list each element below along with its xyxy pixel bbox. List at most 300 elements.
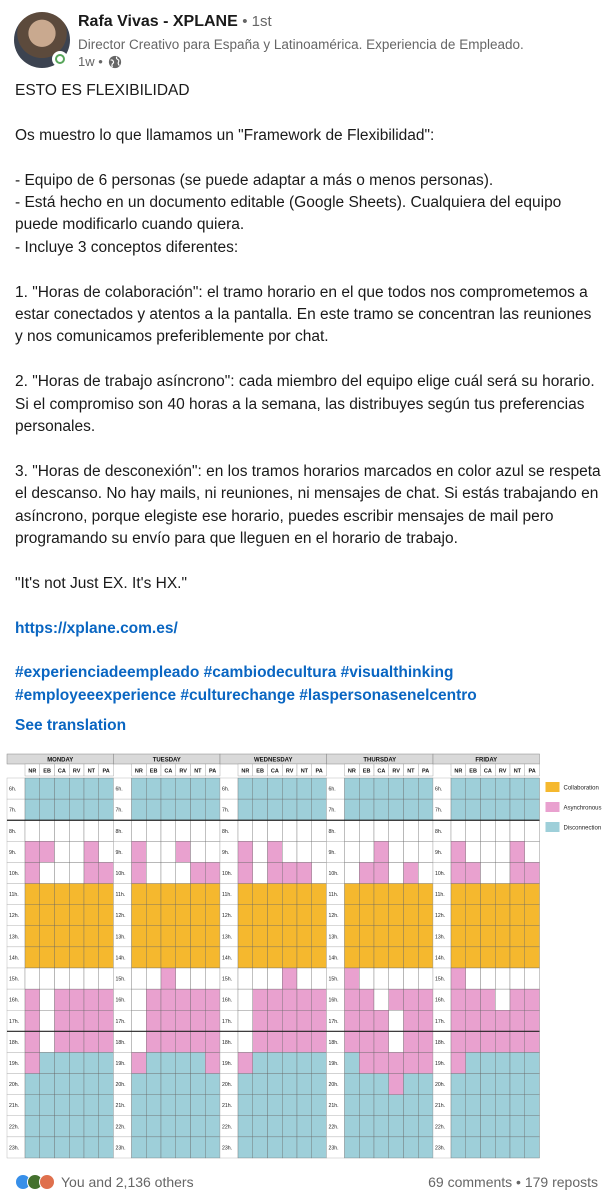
schedule-cell bbox=[146, 1116, 161, 1137]
schedule-cell bbox=[345, 1095, 360, 1116]
hour-label: 22h. bbox=[435, 1124, 446, 1131]
schedule-cell bbox=[205, 968, 220, 989]
schedule-cell bbox=[99, 905, 114, 926]
schedule-cell bbox=[69, 778, 84, 799]
schedule-cell bbox=[25, 1052, 40, 1073]
member-header-label: NT bbox=[194, 768, 202, 775]
schedule-cell bbox=[404, 820, 419, 841]
schedule-cell bbox=[268, 1095, 283, 1116]
schedule-cell bbox=[132, 799, 147, 820]
member-header-label: PA bbox=[209, 768, 217, 775]
schedule-cell bbox=[359, 1031, 374, 1052]
schedule-cell bbox=[268, 820, 283, 841]
schedule-cell bbox=[418, 947, 433, 968]
schedule-cell bbox=[238, 884, 253, 905]
schedule-cell bbox=[312, 1031, 327, 1052]
schedule-cell bbox=[69, 820, 84, 841]
schedule-cell bbox=[282, 1010, 297, 1031]
schedule-cell bbox=[132, 1052, 147, 1073]
schedule-cell bbox=[359, 1010, 374, 1031]
schedule-cell bbox=[451, 841, 466, 862]
schedule-cell bbox=[132, 905, 147, 926]
schedule-cell bbox=[84, 926, 99, 947]
schedule-cell bbox=[359, 862, 374, 883]
schedule-cell bbox=[205, 841, 220, 862]
schedule-cell bbox=[55, 926, 70, 947]
schedule-cell bbox=[481, 968, 496, 989]
schedule-cell bbox=[525, 778, 540, 799]
schedule-cell bbox=[176, 1031, 191, 1052]
schedule-cell bbox=[205, 799, 220, 820]
schedule-cell bbox=[481, 1074, 496, 1095]
schedule-cell bbox=[359, 778, 374, 799]
author-name[interactable]: Rafa Vivas - XPLANE bbox=[78, 13, 238, 30]
schedule-cell bbox=[176, 968, 191, 989]
schedule-cell bbox=[69, 862, 84, 883]
hour-label: 9h. bbox=[9, 849, 17, 856]
schedule-cell bbox=[481, 799, 496, 820]
member-header-label: CA bbox=[164, 768, 173, 775]
schedule-cell bbox=[205, 1010, 220, 1031]
comments-reposts-count[interactable]: 69 comments • 179 reposts bbox=[428, 1174, 598, 1190]
schedule-cell bbox=[132, 841, 147, 862]
love-icon bbox=[39, 1174, 55, 1190]
schedule-cell bbox=[451, 1095, 466, 1116]
schedule-cell bbox=[176, 947, 191, 968]
schedule-cell bbox=[146, 1074, 161, 1095]
member-header-label: NT bbox=[300, 768, 309, 775]
schedule-cell bbox=[374, 841, 389, 862]
schedule-cell bbox=[282, 1137, 297, 1158]
hour-label: 19h. bbox=[328, 1061, 339, 1067]
schedule-cell bbox=[238, 989, 253, 1010]
schedule-cell bbox=[69, 1074, 84, 1095]
schedule-cell bbox=[481, 1116, 496, 1137]
post-body bbox=[15, 80, 603, 730]
schedule-cell bbox=[510, 841, 525, 862]
schedule-cell bbox=[146, 1010, 161, 1031]
schedule-cell bbox=[69, 1052, 84, 1073]
schedule-cell bbox=[99, 1116, 114, 1137]
hour-label: 17h. bbox=[115, 1018, 126, 1025]
author-headline: Director Creativo para España y Latinoamérica. Experiencia de Empleado. bbox=[78, 37, 524, 52]
post-paragraph: 3. "Horas de desconexión": en los tramos horarios marcados en color azul se respeta el descanso. No hay mails, ni reuniones, ni mensajes de chat. Si estás trabajando en asíncrono, porque elegiste ese horario, puedes escribir mensajes de mail pero programando su envío para que lleguen en el horario de trabajo. bbox=[15, 462, 605, 548]
schedule-cell bbox=[40, 989, 55, 1010]
schedule-cell bbox=[345, 905, 360, 926]
schedule-cell bbox=[146, 1031, 161, 1052]
schedule-cell bbox=[253, 820, 268, 841]
schedule-cell bbox=[389, 1031, 404, 1052]
member-header-label: RV bbox=[285, 768, 294, 775]
hour-label: 17h. bbox=[328, 1018, 339, 1025]
schedule-cell bbox=[253, 1074, 268, 1095]
schedule-cell bbox=[345, 989, 360, 1010]
member-header-label: NR bbox=[454, 768, 463, 775]
schedule-cell bbox=[282, 862, 297, 883]
legend-swatch bbox=[546, 802, 560, 812]
schedule-cell bbox=[69, 968, 84, 989]
schedule-cell bbox=[404, 1074, 419, 1095]
hour-label: 23h. bbox=[222, 1145, 233, 1152]
schedule-cell bbox=[451, 1052, 466, 1073]
schedule-cell bbox=[191, 989, 206, 1010]
member-header-label: PA bbox=[102, 768, 110, 775]
schedule-cell bbox=[345, 1052, 360, 1073]
schedule-cell bbox=[282, 989, 297, 1010]
schedule-cell bbox=[359, 905, 374, 926]
schedule-cell bbox=[495, 1095, 510, 1116]
schedule-cell bbox=[359, 1074, 374, 1095]
schedule-cell bbox=[146, 862, 161, 883]
hour-label: 18h. bbox=[328, 1039, 339, 1046]
schedule-cell bbox=[191, 884, 206, 905]
schedule-cell bbox=[253, 1031, 268, 1052]
hour-label: 15h. bbox=[9, 976, 20, 983]
hour-label: 7h. bbox=[115, 807, 123, 814]
schedule-cell bbox=[374, 799, 389, 820]
schedule-cell bbox=[161, 1116, 176, 1137]
schedule-cell bbox=[525, 1031, 540, 1052]
schedule-cell bbox=[238, 778, 253, 799]
hour-label: 20h. bbox=[435, 1082, 446, 1089]
schedule-cell bbox=[359, 1137, 374, 1158]
hour-label: 16h. bbox=[9, 997, 20, 1004]
schedule-cell bbox=[268, 947, 283, 968]
hour-label: 11h. bbox=[9, 892, 19, 899]
schedule-cell bbox=[418, 1074, 433, 1095]
reactions-summary[interactable] bbox=[15, 1174, 194, 1190]
schedule-cell bbox=[161, 778, 176, 799]
hour-label: 10h. bbox=[9, 871, 20, 877]
hour-label: 14h. bbox=[222, 955, 233, 962]
schedule-cell bbox=[253, 926, 268, 947]
schedule-cell bbox=[176, 1010, 191, 1031]
schedule-cell bbox=[374, 1052, 389, 1073]
schedule-cell bbox=[55, 905, 70, 926]
schedule-cell bbox=[25, 1095, 40, 1116]
schedule-cell bbox=[132, 926, 147, 947]
schedule-cell bbox=[25, 1010, 40, 1031]
schedule-cell bbox=[161, 862, 176, 883]
schedule-cell bbox=[466, 862, 481, 883]
hour-label: 10h. bbox=[328, 871, 339, 877]
schedule-cell bbox=[282, 926, 297, 947]
hour-label: 22h. bbox=[222, 1124, 233, 1131]
post-paragraph: 2. "Horas de trabajo asíncrono": cada miembro del equipo elige cuál será su horario. Si el compromiso son 40 horas a la semana, las distribuyes según tus preferencias personales. bbox=[15, 373, 599, 436]
schedule-cell bbox=[466, 968, 481, 989]
schedule-cell bbox=[374, 1116, 389, 1137]
schedule-cell bbox=[146, 1052, 161, 1073]
schedule-cell bbox=[481, 884, 496, 905]
schedule-cell bbox=[389, 1116, 404, 1137]
hour-label: 21h. bbox=[222, 1103, 233, 1110]
hour-label: 14h. bbox=[9, 955, 20, 962]
schedule-cell bbox=[40, 1031, 55, 1052]
schedule-cell bbox=[99, 1137, 114, 1158]
schedule-cell bbox=[481, 1052, 496, 1073]
schedule-cell bbox=[282, 884, 297, 905]
schedule-cell bbox=[374, 968, 389, 989]
schedule-cell bbox=[466, 926, 481, 947]
connection-degree: • 1st bbox=[242, 13, 272, 30]
schedule-cell bbox=[40, 841, 55, 862]
schedule-cell bbox=[282, 1031, 297, 1052]
schedule-cell bbox=[510, 1031, 525, 1052]
schedule-cell bbox=[84, 884, 99, 905]
member-header-label: NR bbox=[134, 768, 143, 775]
schedule-cell bbox=[253, 778, 268, 799]
post-footer bbox=[0, 1166, 613, 1200]
schedule-cell bbox=[191, 820, 206, 841]
schedule-cell bbox=[389, 799, 404, 820]
hour-label: 14h. bbox=[328, 955, 339, 962]
post-hashtags[interactable]: #experienciadeempleado #cambiodecultura #visualthinking #employeeexperience #culturechange #laspersonasenelcentro bbox=[15, 664, 477, 704]
schedule-cell bbox=[312, 1010, 327, 1031]
schedule-cell bbox=[495, 989, 510, 1010]
hour-label: 22h. bbox=[328, 1124, 339, 1131]
schedule-cell bbox=[40, 862, 55, 883]
schedule-cell bbox=[345, 1031, 360, 1052]
schedule-cell bbox=[191, 926, 206, 947]
hour-label: 17h. bbox=[435, 1018, 446, 1025]
member-header-label: NR bbox=[241, 768, 250, 775]
schedule-cell bbox=[69, 1095, 84, 1116]
schedule-cell bbox=[404, 989, 419, 1010]
schedule-cell bbox=[40, 1116, 55, 1137]
schedule-cell bbox=[525, 905, 540, 926]
schedule-cell bbox=[481, 1031, 496, 1052]
schedule-cell bbox=[176, 989, 191, 1010]
schedule-cell bbox=[312, 1095, 327, 1116]
hour-label: 23h. bbox=[115, 1145, 126, 1152]
schedule-cell bbox=[297, 1074, 312, 1095]
schedule-cell bbox=[132, 1031, 147, 1052]
hour-label: 18h. bbox=[9, 1039, 20, 1046]
day-header-label: WEDNESDAY bbox=[254, 757, 293, 764]
schedule-cell bbox=[132, 1137, 147, 1158]
schedule-cell bbox=[238, 1052, 253, 1073]
schedule-cell bbox=[345, 884, 360, 905]
schedule-cell bbox=[253, 1116, 268, 1137]
hour-label: 20h. bbox=[9, 1082, 20, 1089]
schedule-cell bbox=[191, 841, 206, 862]
post-link[interactable]: https://xplane.com.es/ bbox=[15, 619, 178, 637]
schedule-cell bbox=[268, 1074, 283, 1095]
hour-label: 13h. bbox=[328, 934, 339, 941]
schedule-cell bbox=[146, 799, 161, 820]
schedule-cell bbox=[238, 1010, 253, 1031]
schedule-cell bbox=[481, 947, 496, 968]
member-header-label: PA bbox=[528, 768, 536, 775]
schedule-cell bbox=[282, 799, 297, 820]
schedule-cell bbox=[297, 1031, 312, 1052]
schedule-cell bbox=[176, 884, 191, 905]
schedule-cell bbox=[495, 778, 510, 799]
schedule-cell bbox=[132, 947, 147, 968]
schedule-cell bbox=[205, 947, 220, 968]
schedule-cell bbox=[191, 1052, 206, 1073]
schedule-cell bbox=[161, 947, 176, 968]
schedule-cell bbox=[359, 884, 374, 905]
schedule-cell bbox=[268, 1116, 283, 1137]
hour-label: 13h. bbox=[115, 934, 126, 941]
schedule-cell bbox=[297, 1116, 312, 1137]
schedule-cell bbox=[418, 1052, 433, 1073]
schedule-cell bbox=[69, 926, 84, 947]
schedule-cell bbox=[253, 989, 268, 1010]
schedule-cell bbox=[389, 905, 404, 926]
member-header-label: NT bbox=[87, 768, 96, 775]
schedule-cell bbox=[176, 799, 191, 820]
schedule-cell bbox=[466, 947, 481, 968]
schedule-cell bbox=[374, 989, 389, 1010]
schedule-cell bbox=[510, 926, 525, 947]
schedule-cell bbox=[404, 1116, 419, 1137]
schedule-cell bbox=[359, 1052, 374, 1073]
schedule-cell bbox=[40, 884, 55, 905]
hour-label: 18h. bbox=[115, 1039, 126, 1046]
schedule-cell bbox=[404, 947, 419, 968]
schedule-cell bbox=[312, 778, 327, 799]
schedule-cell bbox=[466, 884, 481, 905]
schedule-cell bbox=[205, 1116, 220, 1137]
schedule-cell bbox=[99, 989, 114, 1010]
schedule-cell bbox=[282, 841, 297, 862]
schedule-cell bbox=[40, 968, 55, 989]
schedule-cell bbox=[69, 884, 84, 905]
hour-label: 15h. bbox=[115, 976, 126, 983]
member-header-label: PA bbox=[422, 768, 430, 775]
member-header-label: EB bbox=[149, 768, 158, 775]
schedule-cell bbox=[55, 1052, 70, 1073]
post-paragraph: 1. "Horas de colaboración": el tramo horario en el que todos nos comprometemos a estar conectados y atentos a la pantalla. En este tramo se concentran las reuniones y nos comunicamos preferiblemente por chat. bbox=[15, 283, 596, 346]
schedule-cell bbox=[466, 841, 481, 862]
schedule-cell bbox=[161, 820, 176, 841]
schedule-cell bbox=[297, 989, 312, 1010]
hour-label: 8h. bbox=[9, 828, 17, 835]
hour-label: 8h. bbox=[115, 828, 123, 835]
hour-label: 9h. bbox=[435, 849, 443, 856]
schedule-cell bbox=[191, 1031, 206, 1052]
schedule-cell bbox=[297, 862, 312, 883]
schedule-cell bbox=[25, 841, 40, 862]
schedule-cell bbox=[451, 1074, 466, 1095]
schedule-cell bbox=[495, 1116, 510, 1137]
hour-label: 16h. bbox=[222, 997, 233, 1004]
schedule-cell bbox=[268, 778, 283, 799]
schedule-cell bbox=[359, 820, 374, 841]
author-line bbox=[78, 13, 272, 31]
schedule-cell bbox=[99, 1052, 114, 1073]
schedule-cell bbox=[525, 1137, 540, 1158]
hour-label: 6h. bbox=[9, 786, 17, 793]
schedule-cell bbox=[99, 862, 114, 883]
schedule-cell bbox=[99, 968, 114, 989]
schedule-cell bbox=[176, 820, 191, 841]
hour-label: 11h. bbox=[328, 892, 339, 899]
post-paragraph: "It's not Just EX. It's HX." bbox=[15, 574, 187, 592]
schedule-cell bbox=[55, 778, 70, 799]
schedule-cell bbox=[146, 1137, 161, 1158]
schedule-cell bbox=[510, 989, 525, 1010]
schedule-cell bbox=[25, 989, 40, 1010]
schedule-cell bbox=[510, 884, 525, 905]
schedule-cell bbox=[312, 968, 327, 989]
member-header-label: RV bbox=[179, 768, 187, 775]
hour-label: 12h. bbox=[9, 913, 20, 920]
schedule-cell bbox=[191, 1074, 206, 1095]
schedule-cell bbox=[191, 1095, 206, 1116]
hour-label: 9h. bbox=[222, 849, 230, 856]
schedule-cell bbox=[146, 778, 161, 799]
schedule-cell bbox=[466, 1052, 481, 1073]
hour-label: 12h. bbox=[435, 913, 446, 920]
schedule-cell bbox=[374, 1031, 389, 1052]
schedule-cell bbox=[282, 968, 297, 989]
hour-label: 14h. bbox=[115, 955, 126, 962]
schedule-cell bbox=[345, 841, 360, 862]
schedule-cell bbox=[132, 1010, 147, 1031]
schedule-cell bbox=[510, 1116, 525, 1137]
day-header-label: TUESDAY bbox=[152, 757, 181, 764]
schedule-cell bbox=[146, 926, 161, 947]
schedule-cell bbox=[55, 1074, 70, 1095]
schedule-cell bbox=[374, 1010, 389, 1031]
schedule-cell bbox=[205, 926, 220, 947]
schedule-cell bbox=[481, 926, 496, 947]
day-header-label: FRIDAY bbox=[475, 757, 498, 764]
schedule-cell bbox=[312, 862, 327, 883]
schedule-cell bbox=[268, 989, 283, 1010]
schedule-cell bbox=[205, 1095, 220, 1116]
schedule-cell bbox=[84, 1137, 99, 1158]
schedule-cell bbox=[253, 862, 268, 883]
schedule-cell bbox=[161, 884, 176, 905]
schedule-cell bbox=[84, 841, 99, 862]
schedule-cell bbox=[268, 841, 283, 862]
see-translation-link[interactable]: See translation bbox=[15, 717, 127, 734]
hour-label: 20h. bbox=[222, 1082, 233, 1089]
schedule-cell bbox=[253, 1052, 268, 1073]
hour-label: 19h. bbox=[222, 1061, 233, 1067]
schedule-cell bbox=[345, 947, 360, 968]
schedule-cell bbox=[69, 1010, 84, 1031]
schedule-cell bbox=[481, 778, 496, 799]
schedule-cell bbox=[268, 862, 283, 883]
schedule-cell bbox=[69, 799, 84, 820]
schedule-cell bbox=[525, 926, 540, 947]
member-header-label: PA bbox=[315, 768, 323, 775]
schedule-cell bbox=[389, 968, 404, 989]
member-header-label: CA bbox=[270, 768, 279, 775]
schedule-cell bbox=[253, 1010, 268, 1031]
schedule-cell bbox=[389, 926, 404, 947]
schedule-cell bbox=[99, 947, 114, 968]
schedule-cell bbox=[345, 799, 360, 820]
schedule-image[interactable] bbox=[6, 752, 606, 1162]
schedule-cell bbox=[238, 1031, 253, 1052]
legend-swatch bbox=[546, 822, 560, 832]
schedule-cell bbox=[389, 1137, 404, 1158]
hour-label: 7h. bbox=[9, 807, 17, 814]
hour-label: 18h. bbox=[435, 1039, 446, 1046]
schedule-cell bbox=[161, 1095, 176, 1116]
schedule-cell bbox=[191, 778, 206, 799]
schedule-cell bbox=[359, 926, 374, 947]
schedule-cell bbox=[55, 968, 70, 989]
schedule-cell bbox=[205, 1137, 220, 1158]
schedule-cell bbox=[312, 1052, 327, 1073]
